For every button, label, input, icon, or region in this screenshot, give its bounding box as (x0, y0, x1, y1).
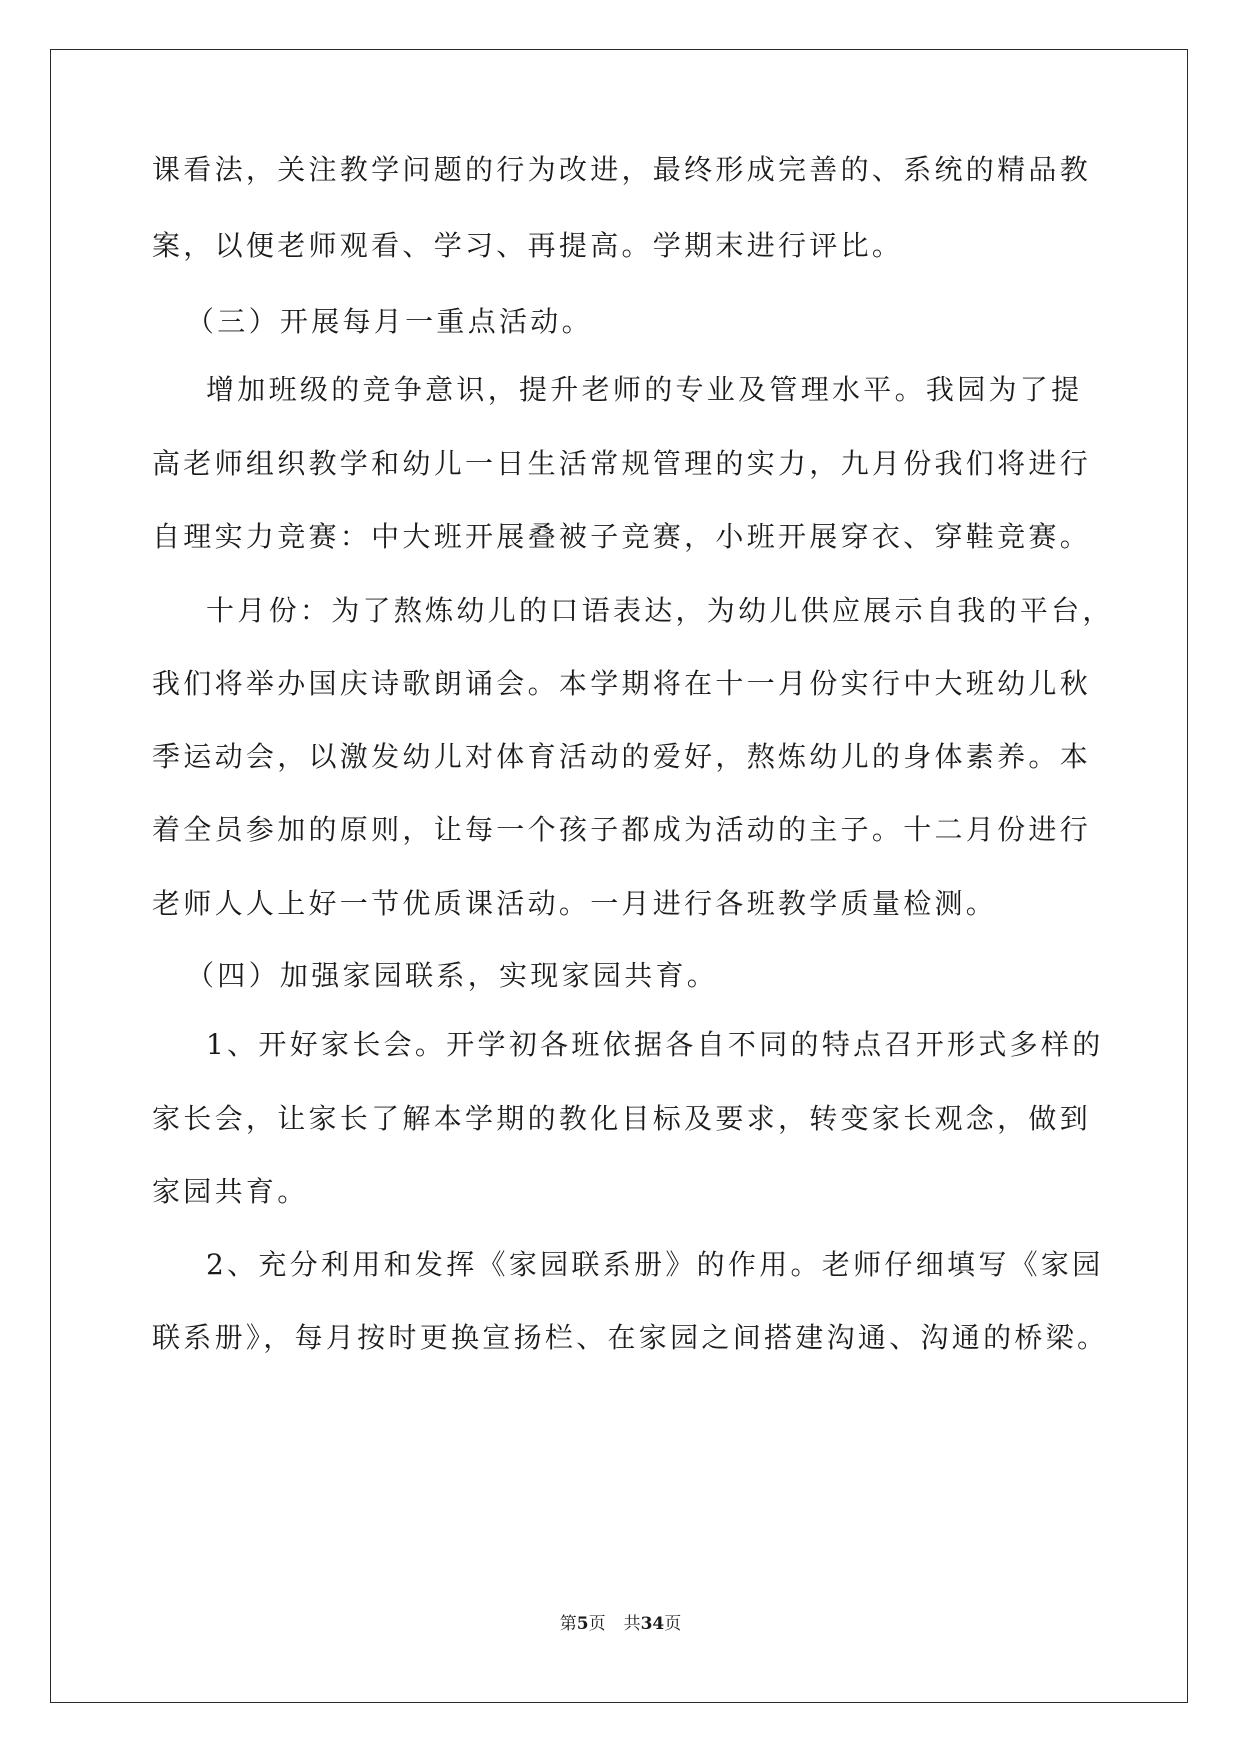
total-suffix: 页 (664, 1614, 682, 1634)
body-text-line: 自理实力竞赛：中大班开展叠被子竞赛，小班开展穿衣、穿鞋竞赛。 (152, 520, 1092, 553)
body-text-line: 课看法，关注教学问题的行为改进，最终形成完善的、系统的精品教 (152, 153, 1092, 186)
body-text-line: 十月份：为了熬炼幼儿的口语表达，为幼儿供应展示自我的平台， (206, 594, 1114, 627)
page-suffix: 页 (588, 1614, 606, 1634)
body-text-line: 案，以便老师观看、学习、再提高。学期末进行评比。 (152, 229, 904, 262)
page-number: 5 (576, 1614, 589, 1634)
body-text-line: 家园共育。 (152, 1175, 309, 1208)
section-heading-4: （四）加强家园联系，实现家园共育。 (186, 959, 719, 992)
body-text-line: 家长会，让家长了解本学期的教化目标及要求，转变家长观念，做到 (152, 1102, 1092, 1135)
body-text-line: 2、充分利用和发挥《家园联系册》的作用。老师仔细填写《家园 (206, 1248, 1104, 1281)
body-text-line: 1、开好家长会。开学初各班依据各自不同的特点召开形式多样的 (206, 1028, 1104, 1061)
total-pages: 34 (640, 1614, 665, 1634)
page-border (50, 49, 1188, 1703)
page-prefix: 第 (559, 1614, 577, 1634)
body-text-line: 联系册》，每月按时更换宣扬栏、在家园之间搭建沟通、沟通的桥梁。 (152, 1321, 1109, 1354)
body-text-line: 着全员参加的原则，让每一个孩子都成为活动的主子。十二月份进行 (152, 813, 1092, 846)
page-footer (0, 1612, 1241, 1636)
section-heading-3: （三）开展每月一重点活动。 (186, 305, 593, 338)
body-text-line: 老师人人上好一节优质课活动。一月进行各班教学质量检测。 (152, 887, 998, 920)
body-text-line: 我们将举办国庆诗歌朗诵会。本学期将在十一月份实行中大班幼儿秋 (152, 667, 1092, 700)
total-prefix: 共 (623, 1614, 641, 1634)
body-text-line: 季运动会，以激发幼儿对体育活动的爱好，熬炼幼儿的身体素养。本 (152, 740, 1092, 773)
body-text-line: 增加班级的竞争意识，提升老师的专业及管理水平。我园为了提 (206, 373, 1083, 406)
body-text-line: 高老师组织教学和幼儿一日生活常规管理的实力，九月份我们将进行 (152, 447, 1092, 480)
